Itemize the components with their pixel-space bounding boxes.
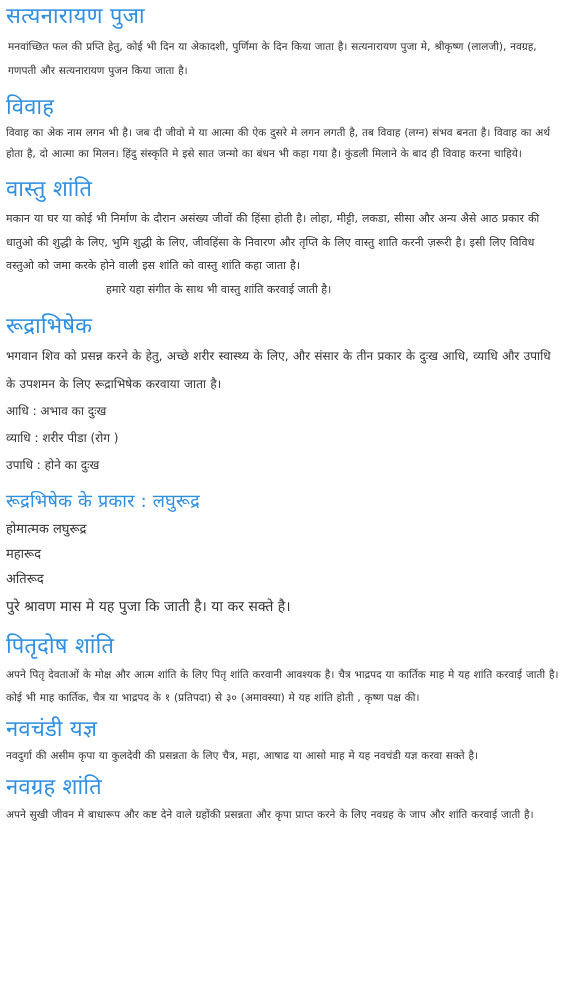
section-satyanarayan — [6, 2, 564, 83]
list-item: महारूद — [6, 546, 42, 562]
list-item: व्याधि : शरीर पीडा (रोग ) — [6, 430, 119, 445]
section-title: नवग्रह शांति — [6, 774, 102, 800]
section-body: मकान या घर या कोई भी निर्माण के दौरान असंख्य जीवों की हिंसा होती है। लोहा, मीट्टी, लकडा, सीसा और अन्य अैसे आठ प्रकार की धातुओ की शुद्धी के लिए, भुमि शुद्धी के लिए, जीवहिंसा के निवारण और तृप्ति के लिए वास्तु शाति करनी ज़रूरी है। इसी लिए विविध वस्तुओ को जमा करके होने वाली इस शांति को वास्तु शांति कहा जाता है। — [6, 212, 540, 272]
section-body: मनवांच्छित फल की प्रप्ति हेतु, कोई भी दिन या अेकादशी, पुर्णिमा के दिन किया जाता है। सत्यनारायण पुजा मे, श्रीकृष्ण (लालजी), नवग्रह, गणपती और सत्यनारायण पुजन किया जाता है। — [8, 41, 537, 77]
section-title: वास्तु शांति — [6, 177, 93, 202]
section-vastu — [6, 175, 564, 302]
section-rudrabhishek — [6, 312, 564, 479]
list-item: उपाधि : होने का दुःख — [6, 457, 100, 472]
page — [0, 2, 570, 828]
list-item: अतिरूद — [6, 571, 44, 587]
section-title: सत्यनारायण पुजा — [6, 4, 145, 29]
section-title: पितृदोष शांति — [6, 633, 115, 659]
section-note: हमारे यहा संगीत के साथ भी वास्तु शांति करवाई जाती है। — [106, 282, 332, 296]
section-title: रूद्राभिषेक — [6, 313, 93, 339]
section-rudra-types — [6, 487, 564, 622]
section-note: पुरे श्रावण मास मे यह पुजा कि जाती है। या कर सक्ते है। — [6, 598, 291, 615]
section-vivah — [6, 93, 564, 165]
section-title: नवचंडी यज्ञ — [6, 716, 98, 742]
section-title: विवाह — [6, 95, 55, 120]
section-title: रूद्रभिषेक के प्रकार : लघुरूद्र — [6, 490, 200, 512]
section-body: अपने पितृ देवताओं के मोक्ष और आत्म शांति के लिए पितृ शांति करवानी आवश्यक है। चैत्र भाद्रपद या कार्तिक माह मे यह शांति करवाई जाती है। कोई भी माह कार्तिक, चैत्र या भाद्रपद के १ (प्रतिपदा) से ३० (अमावस्या) मे यह शांति होती , कृष्ण पक्ष की। — [6, 668, 559, 704]
section-navgrah — [6, 773, 564, 828]
list-item: आधि : अभाव का दुःख — [6, 403, 107, 418]
section-body: अपने सुखी जीवन मे बाधारूप और कष्ट देने वाले ग्रहोंकी प्रसन्नता और कृपा प्राप्त करने के लिए नवग्रह के जाप और शांति करवाई जाती है। — [6, 808, 534, 821]
list-item: होमात्मक लघुरूद्र — [6, 521, 87, 537]
section-body: विवाह का अेक नाम लगन भी है। जब दी जीवो मे या आत्मा की ऐक दुसरे मे लगन लगती है, तब विवाह (लग्न) संभव बनता है। विवाह का अर्थ होता है, दो आत्मा का मिलन। हिंदु संस्कृति मे इसे सात जन्मो का बंधन भी कहा गया है। कुंडली मिलाने के बाद ही विवाह करना चाहिये। — [6, 127, 551, 160]
section-body: नवदुर्गा की असीम कृपा या कुलदेवी की प्रसन्नता के लिए चैत्र, महा, आषाढ या आसो माह मे यह नवचंडी यज्ञ करवा सक्ते है। — [6, 749, 479, 762]
section-pitrudosh — [6, 632, 564, 711]
section-body: भगवान शिव को प्रसन्न करने के हेतु, अच्छे शरीर स्वास्थ्य के लिए, और संसार के तीन प्रकार के दुःख आधि, व्याधि और उपाधि के उपशमन के लिए रूद्राभिषेक करवाया जाता है। — [6, 348, 551, 391]
section-navchandi — [6, 715, 564, 767]
